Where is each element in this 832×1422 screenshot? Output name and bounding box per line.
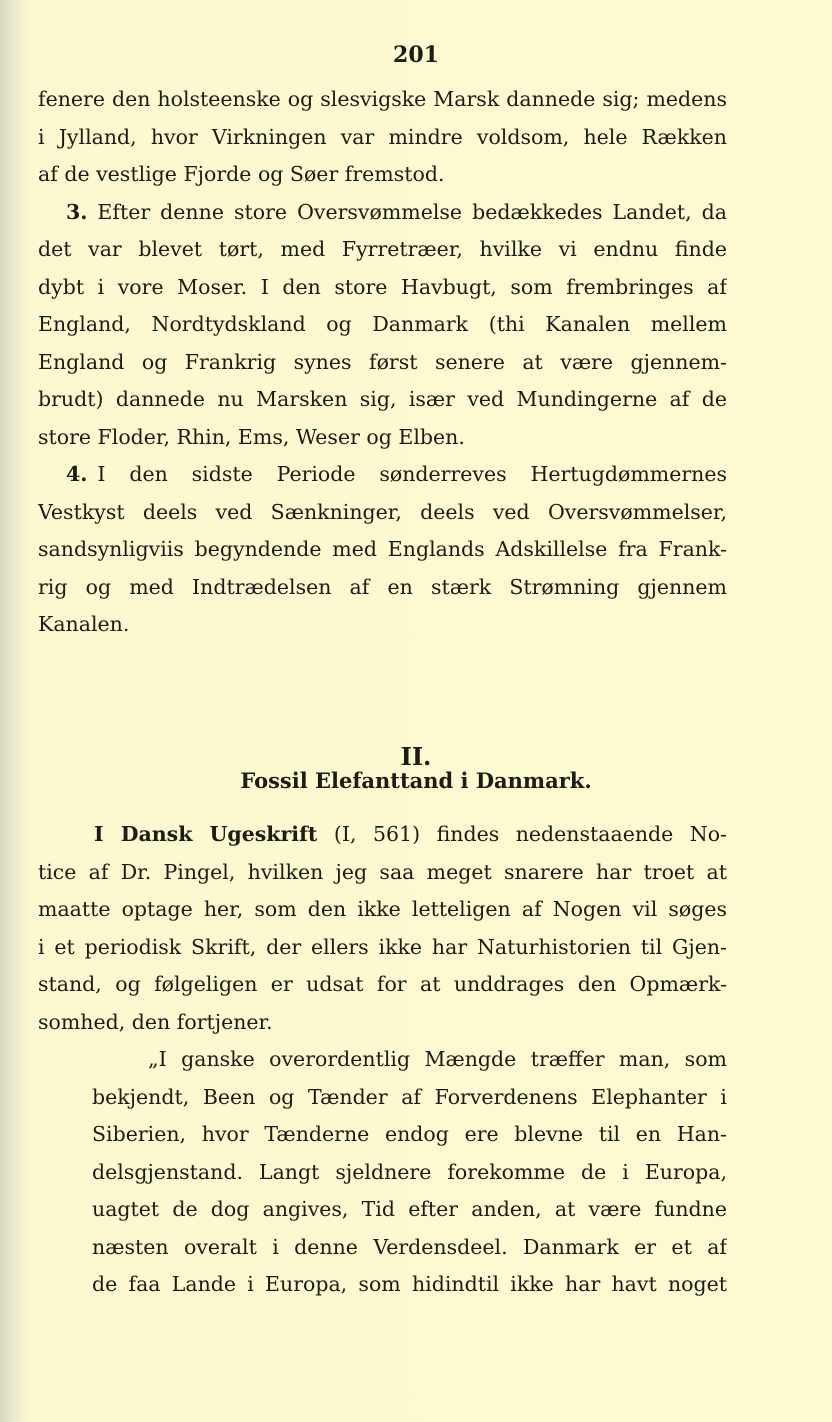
page-number: 201	[393, 42, 439, 68]
item-number: 3.	[66, 199, 88, 224]
item-3-first-line	[38, 194, 727, 232]
item-4-first-line	[38, 456, 727, 494]
text-line: rig og med Indtrædelsen af en stærk Strømning gjennem	[38, 574, 727, 599]
text-line: næsten overalt i denne Verdensdeel. Danmark er et af	[92, 1234, 727, 1259]
text-line: de faa Lande i Europa, som hidindtil ikke har havt noget	[92, 1272, 727, 1296]
journal-name: I Dansk Ugeskrift	[94, 822, 318, 846]
text-line: Kanalen.	[38, 612, 130, 636]
section-numeral: II.	[400, 742, 432, 771]
text-line: I den sidste Periode sønderreves Hertugdømmernes	[97, 462, 727, 486]
item-number: 4.	[66, 462, 88, 486]
text-line: England, Nordtydskland og Danmark (thi Kanalen mellem	[38, 312, 727, 336]
text-line: fenere den holsteenske og slesvigske Marsk dannede sig; medens	[38, 87, 727, 111]
text-line: i Jylland, hvor Virkningen var mindre voldsom, hele Rækken	[38, 124, 727, 149]
intro-first-line	[38, 816, 727, 854]
text-line: Vestkyst deels ved Sænkninger, deels ved Oversvømmelser,	[38, 499, 727, 524]
text-line: tice af Dr. Pingel, hvilken jeg saa meget snarere har troet at	[38, 859, 727, 884]
text-line: „I ganske overordentlig Mængde træffer man, som	[148, 1047, 727, 1071]
text-line: store Floder, Rhin, Ems, Weser og Elben.	[38, 424, 465, 449]
text-line: Siberien, hvor Tænderne endog ere blevne til en Han-	[92, 1122, 727, 1146]
text-line: bekjendt, Been og Tænder af Forverdenens Elephanter i	[92, 1084, 727, 1109]
text-line: dybt i vore Moser. I den store Havbugt, som frembringes af	[38, 274, 727, 299]
text-line: af de vestlige Fjorde og Søer fremstod.	[38, 162, 445, 186]
text-line: England og Frankrig synes først senere at være gjennem-	[38, 349, 727, 374]
text-line: maatte optage her, som den ikke letteligen af Nogen vil søges	[38, 897, 727, 921]
quotation	[92, 1041, 727, 1304]
text-line: uagtet de dog angives, Tid efter anden, at være fundne	[92, 1197, 727, 1221]
text-line: brudt) dannede nu Marsken sig, især ved Mundingerne af de	[38, 387, 727, 411]
section-title: Fossil Elefanttand i Danmark.	[240, 768, 592, 793]
text-line: det var blevet tørt, med Fyrretræer, hvilke vi endnu finde	[38, 237, 727, 261]
text-line: stand, og følgeligen er udsat for at unddrages den Opmærk-	[38, 972, 727, 996]
text-line: sandsynligviis begyndende med Englands Adskillelse fra Frank-	[38, 537, 727, 561]
section-2-intro	[38, 816, 727, 1041]
text-line: i et periodisk Skrift, der ellers ikke har Naturhistorien til Gjen-	[38, 934, 727, 959]
section-1-text	[38, 81, 727, 644]
text-line: (I, 561) findes nedenstaaende No-	[333, 822, 727, 846]
text-line: somhed, den fortjener.	[38, 1009, 273, 1034]
text-line: Efter denne store Oversvømmelse bedækkedes Landet, da	[97, 199, 727, 224]
text-line: delsgjenstand. Langt sjeldnere forekomme de i Europa,	[92, 1159, 727, 1184]
